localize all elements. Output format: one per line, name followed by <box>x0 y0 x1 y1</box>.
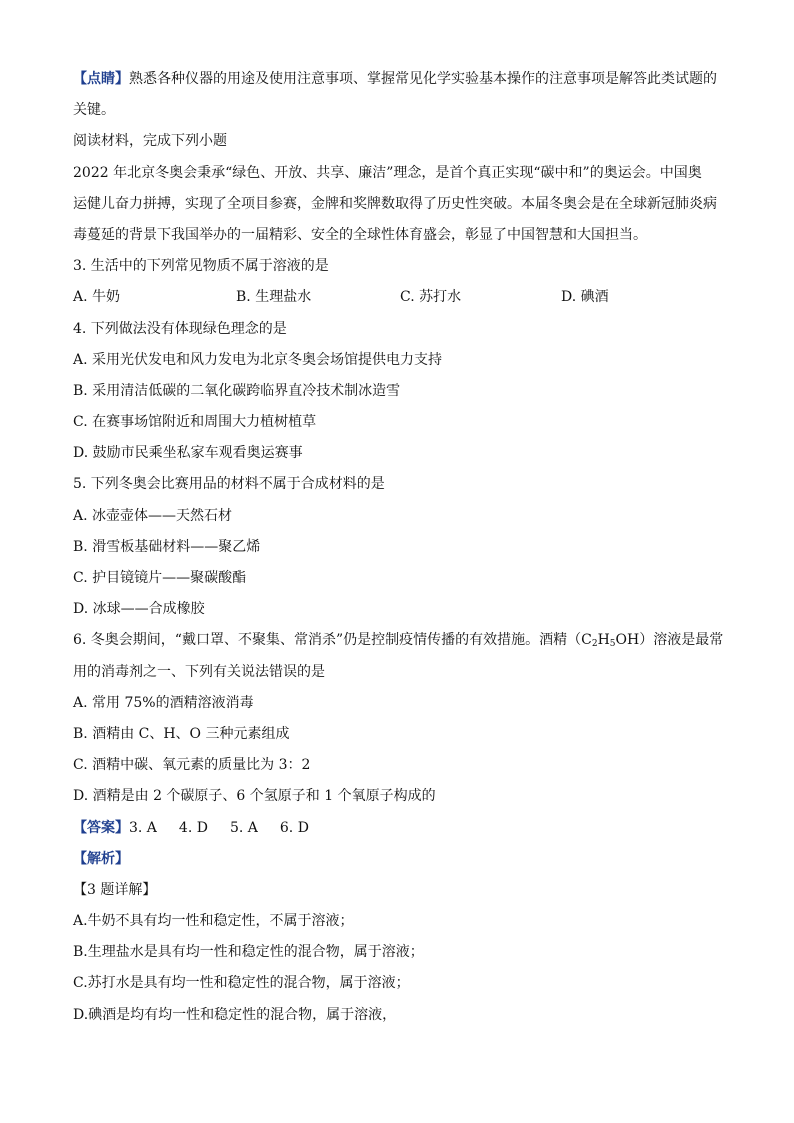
reading-paragraph-line-2: 运健儿奋力拼搏，实现了全项目参赛，金牌和奖牌数取得了历史性突破。本届冬奥会是在全球新冠肺炎病 <box>73 195 717 212</box>
q6-subscript-2: 2 <box>591 639 598 650</box>
q3-option-c: C. 苏打水 <box>400 289 462 306</box>
q3-detail-c: C.苏打水是具有均一性和稳定性的混合物，属于溶液； <box>73 975 410 992</box>
q5-option-a: A. 冰壶壶体——天然石材 <box>73 507 233 524</box>
comment-text-1: 熟悉各种仪器的用途及使用注意事项、掌握常见化学实验基本操作的注意事项是解答此类试题的 <box>129 71 717 87</box>
q5-stem: 5. 下列冬奥会比赛用品的材料不属于合成材料的是 <box>73 476 385 493</box>
q4-option-b: B. 采用清洁低碳的二氧化碳跨临界直冷技术制冰造雪 <box>73 382 401 399</box>
q3-detail-a: A.牛奶不具有均一性和稳定性，不属于溶液； <box>73 913 354 930</box>
q5-option-c: C. 护目镜镜片——聚碳酸酯 <box>73 570 247 586</box>
comment-label: 【点睛】 <box>73 71 129 87</box>
q6-stem-line-2: 用的消毒剂之一、下列有关说法错误的是 <box>73 663 325 680</box>
reading-paragraph-line-1: 2022 年北京冬奥会秉承“绿色、开放、共享、廉洁”理念，是首个真正实现“碳中和”的奥运会。中国奥 <box>73 164 702 181</box>
reading-paragraph-line-3: 毒蔓延的背景下我国举办的一届精彩、安全的全球性体育盛会，彰显了中国智慧和大国担当。 <box>73 226 647 243</box>
q6-option-c: C. 酒精中碳、氧元素的质量比为 3：2 <box>73 757 311 774</box>
q3-options <box>73 282 733 313</box>
q4-option-a: A. 采用光伏发电和风力发电为北京冬奥会场馆提供电力支持 <box>73 351 443 368</box>
q3-detail-b: B.生理盐水是具有均一性和稳定性的混合物，属于溶液； <box>73 944 424 961</box>
q4-stem: 4. 下列做法没有体现绿色理念的是 <box>73 320 287 337</box>
q6-option-b: B. 酒精由 C、H、O 三种元素组成 <box>73 725 290 742</box>
answer-label: 【答案】 <box>73 819 129 836</box>
answer-line <box>73 813 733 844</box>
document-page <box>73 64 733 1031</box>
q6-stem-part-3: OH）溶液是最常 <box>615 632 724 649</box>
answer-item-5: 5. A <box>229 819 258 836</box>
q3-detail-label: 【3 题详解】 <box>73 881 157 898</box>
q6-option-a: A. 常用 75%的酒精溶液消毒 <box>73 694 254 711</box>
q4-option-d: D. 鼓励市民乘坐私家车观看奥运赛事 <box>73 445 303 462</box>
q6-subscript-5: 5 <box>609 639 616 650</box>
reading-instruction: 阅读材料，完成下列小题 <box>73 133 227 150</box>
comment-line-1 <box>73 64 733 95</box>
q3-detail-d: D.碘酒是均有均一性和稳定性的混合物，属于溶液， <box>73 1006 397 1023</box>
q6-option-d: D. 酒精是由 2 个碳原子、6 个氢原子和 1 个氧原子构成的 <box>73 788 436 805</box>
answer-item-4: 4. D <box>178 819 208 836</box>
q6-stem-part-2: H <box>597 632 610 649</box>
answer-item-3: 3. A <box>129 819 157 836</box>
q4-option-c: C. 在赛事场馆附近和周围大力植树植草 <box>73 414 317 431</box>
q3-option-a: A. 牛奶 <box>73 289 121 306</box>
q6-stem-part-1: 6. 冬奥会期间，“戴口罩、不聚集、常消杀”仍是控制疫情传播的有效措施。酒精（C <box>73 632 592 649</box>
q6-stem-line-1 <box>73 625 733 656</box>
q5-option-b: B. 滑雪板基础材料——聚乙烯 <box>73 538 261 555</box>
q3-stem: 3. 生活中的下列常见物质不属于溶液的是 <box>73 258 329 275</box>
q3-option-b: B. 生理盐水 <box>236 289 312 306</box>
q3-option-d: D. 碘酒 <box>561 289 609 306</box>
comment-line-2: 关键。 <box>73 102 115 119</box>
analysis-label: 【解析】 <box>73 850 129 867</box>
q5-option-d: D. 冰球——合成橡胶 <box>73 601 205 618</box>
answer-item-6: 6. D <box>279 819 309 836</box>
